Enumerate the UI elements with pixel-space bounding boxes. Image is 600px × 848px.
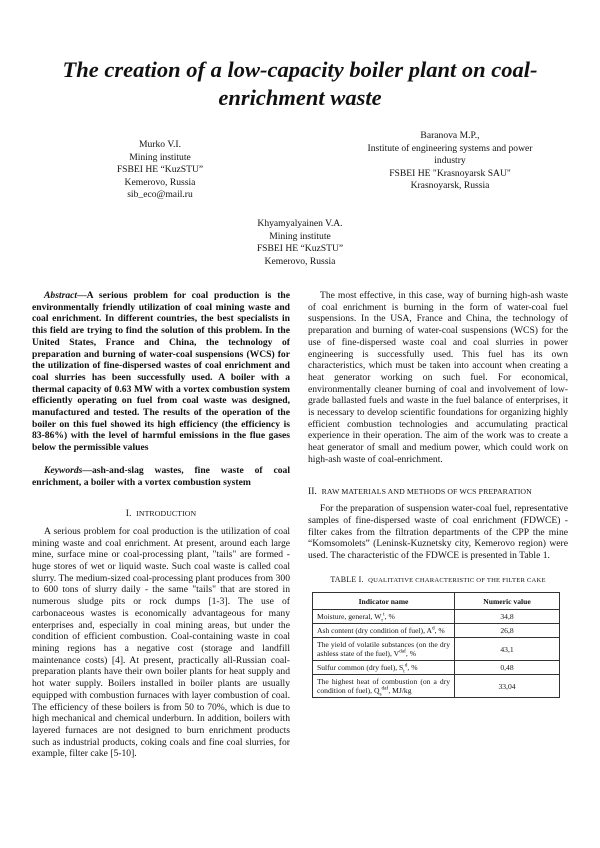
author-name: Murko V.I.	[138, 139, 182, 150]
table-row	[313, 610, 560, 624]
author-affiliation: FSBEI HE “KuzSTU”	[256, 243, 344, 254]
author-email: sib_eco@mail.ru	[127, 189, 193, 200]
table-row	[313, 624, 560, 638]
author-block-3	[225, 218, 375, 268]
value-cell: 43,1	[455, 638, 560, 661]
table-header-row	[313, 593, 560, 610]
author-block-2	[330, 130, 570, 193]
table-number: TABLE I.	[330, 574, 364, 584]
indicator-cell: Ash content (dry condition of fuel), $A^d$, %	[313, 624, 455, 638]
table-caption	[308, 574, 568, 587]
author-affiliation: industry	[434, 155, 466, 166]
section-number: I.	[125, 508, 132, 520]
author-name: Khyamyalyainen V.A.	[257, 218, 343, 229]
keywords-text: —ash-and-slag wastes, fine waste of coal enrichment, a boiler with a vortex combustion system	[32, 464, 290, 488]
author-affiliation: FSBEI HE “KuzSTU”	[116, 164, 204, 175]
value-cell: 34,8	[455, 610, 560, 624]
value-cell: 26,8	[455, 624, 560, 638]
section-heading-2	[308, 486, 568, 498]
table-row	[313, 661, 560, 675]
table-row	[313, 675, 560, 698]
section-title: RAW MATERIALS AND METHODS OF WCS PREPARATION	[321, 486, 532, 496]
left-column	[32, 290, 290, 760]
value-cell: 33,04	[455, 675, 560, 698]
indicator-cell: The highest heat of combustion (on a dry condition of fuel), $Q_s^{daf}$, MJ/kg	[313, 675, 455, 698]
author-affiliation: FSBEI HE "Krasnoyarsk SAU"	[389, 167, 511, 179]
section-1-body: A serious problem for coal production is the utilization of coal mining waste and coal enrichment. At present, around each large mine, surface mine or coal-processing plant, "tails" are formed - huge stores of wet or liquid waste. Such coal waste is called coal slurry. The medium-sized coal-processing plant produces from 300 to 600 tons of slurry daily - the same "tails" that are stored in numerous sludge pits or rock dumps [1-3]. The use of carbonaceous wastes is economically advantageous for many enterprises and, especially in coal mining areas, but under the condition of efficient combustion. Coal-containing waste in coal mining regions has a negative cost (storage and landfill maintenance costs) [4]. At present, practically all-Russian coal-preparation plants have their own boiler plants for heat supply and hot water supply. Boilers installed in boiler plants are usually equipped with combustion furnaces with layer combustion of coal. The efficiency of these boilers is from 50 to 70%, which is due to high mechanical and chemical underburn. In addition, boilers with layered furnaces are not designed to burn enrichment products such as industrial products, coking coals and fine coal slurries, for example, filter cake [5-10].	[32, 525, 290, 760]
indicator-cell: Sulfur common (dry fuel), $S_t^d$, %	[313, 661, 455, 675]
author-location: Kemerovo, Russia	[264, 255, 336, 267]
section-heading-1	[32, 508, 290, 520]
section-title: INTRODUCTION	[136, 509, 197, 519]
author-block-1	[85, 139, 235, 202]
keywords	[32, 465, 290, 488]
column-header: Numeric value	[455, 593, 560, 610]
table-row	[313, 638, 560, 661]
paper-title: The creation of a low-capacity boiler plant on coal-enrichment waste	[62, 57, 538, 110]
characteristics-table	[312, 592, 560, 698]
abstract	[32, 290, 290, 454]
author-affiliation: Mining institute	[269, 230, 331, 242]
indicator-cell: Moisture, general, $W_r^t$, %	[313, 610, 455, 624]
intro-continued: The most effective, in this case, way of burning high-ash waste of coal enrichment is burning in the form of water-coal fuel suspensions. In the USA, France and China, the technology of preparation and burning of water-coal suspensions (WCS) for the use of fine-dispersed waste coal and coal slurries in power engineering is successfully used. This fuel has its own characteristics, which must be taken into account when creating a heat generator working on such fuel. For economical, environmentally cleaner burning of coal and involvement of low-grade ballasted fuels and waste in the fuel balance of enterprises, it is necessary to develop scientific foundations for organizing highly efficient combustion technologies and accumulating practical experience in their operation. The aim of the work was to create a heat generator of small and medium power, which could work on high-ash waste of coal-enrichment.	[308, 290, 568, 465]
table-title: QUALITATIVE CHARACTERISTIC OF THE FILTER CAKE	[368, 576, 546, 584]
column-header: Indicator name	[313, 593, 455, 610]
author-affiliation: Mining institute	[129, 151, 191, 163]
author-name: Baranova M.P.,	[420, 130, 480, 141]
indicator-cell: The yield of volatile substances (on the dry ashless state of the fuel), $V^{daf}$, %	[313, 638, 455, 661]
author-location: Kemerovo, Russia	[124, 176, 196, 188]
value-cell: 0,48	[455, 661, 560, 675]
section-2-body: For the preparation of suspension water-coal fuel, representative samples of fine-dispersed waste of coal enrichment (FDWCE) - filter cakes from the filtration departments of the CPP the mine “Komsomolets” (Leninsk-Kuznetsky city, Kemerovo region) were used. The characteristic of the FDWCE is presented in Table 1.	[308, 503, 568, 562]
section-number: II.	[308, 485, 317, 497]
keywords-lead: Keywords	[44, 464, 83, 476]
author-location: Krasnoyarsk, Russia	[410, 180, 490, 191]
abstract-lead: Abstract	[44, 290, 78, 301]
abstract-text: —A serious problem for coal production is the environmentally friendly utilization of coal mining waste and coal enrichment. In different countries, the best specialists in this field are trying to find the solution of this problem. In the United States, France and China, the technology of preparation and burning of water-coal suspensions (WCS) for the utilization of fine-dispersed wastes of coal enrichment and coal slurries has been successfully used. A boiler with a thermal capacity of 0.63 MW with a vortex combustion system efficiently operating on fuel from coal waste was designed, manufactured and tested. The results of the operation of the boiler on this fuel showed its high efficiency (the efficiency is 83-86%) with the level of harmful emissions in the flue gases below the permissible values	[32, 290, 290, 454]
author-affiliation: Institute of engineering systems and power	[367, 142, 533, 154]
right-column	[308, 290, 568, 698]
